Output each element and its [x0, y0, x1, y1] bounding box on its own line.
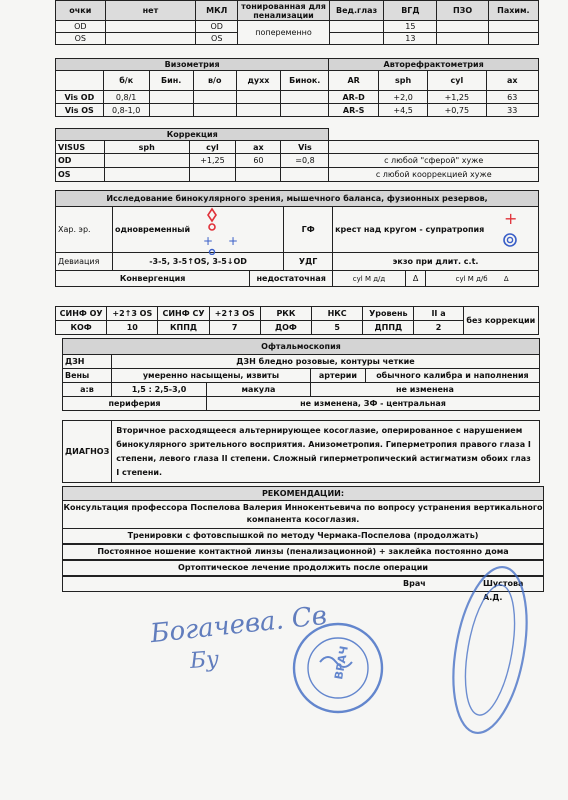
- doctor-name: Шустова А.Д.: [483, 579, 524, 602]
- row-iop: 13: [384, 33, 437, 45]
- red-diamond-icon: [208, 209, 216, 221]
- visometry-header: духх: [236, 71, 281, 91]
- top-table: [55, 0, 539, 45]
- ar-cyl: +0,75: [428, 104, 486, 117]
- handwritten-signature-initials: Бу: [189, 647, 220, 674]
- correction-ax: 60: [236, 154, 281, 168]
- macula-label: макула: [207, 383, 311, 397]
- av-label: а:в: [63, 383, 112, 397]
- fusion-cell: +2↑3 OS: [107, 307, 158, 321]
- diagnosis-text: Вторичное расходящееся альтернирующее косоглазие, оперированное с нарушением бинокулярного зрительного восприятия. Анизометропия. Гиперметропия правого глаза I степени, левого глаза II степени. Сложный гиперметропический астигматизм обоих глаз I степени.: [112, 421, 540, 483]
- macula-value: не изменена: [310, 383, 539, 397]
- blue-target-icon: [504, 234, 516, 246]
- header-glasses: очки: [56, 1, 106, 21]
- periphery-label: периферия: [63, 397, 207, 411]
- vis-label: Vis OD: [56, 91, 104, 104]
- char-label: Хар. эр.: [56, 207, 113, 253]
- row-iop: 15: [384, 21, 437, 33]
- ar-sph: +4,5: [379, 104, 428, 117]
- blue-circle-icon: [210, 250, 215, 255]
- correction-vis: =0,8: [281, 154, 329, 168]
- recommendation-item: Постоянное ношение контактной линзы (пенализационной) + заклейка постоянно дома: [62, 544, 544, 560]
- fusion-cell: ДППД: [363, 321, 414, 335]
- binocular-title: Исследование бинокулярного зрения, мышечного баланса, фузионных резервов,: [56, 191, 539, 207]
- fusion-cell: КОФ: [56, 321, 107, 335]
- worth-test-marks-right: [498, 210, 528, 254]
- visometry-header: Бинок.: [281, 71, 329, 91]
- visometry-table: [55, 58, 539, 117]
- vis-value: 0,8/1: [103, 91, 149, 104]
- recommendation-item: Тренировки с фотовспышкой по методу Чермака-Поспелова (продолжать): [62, 528, 544, 544]
- no-correction: без коррекции: [463, 307, 538, 335]
- veins-value: умеренно насыщены, извиты: [112, 369, 311, 383]
- autoref-header: sph: [379, 71, 428, 91]
- ar-cyl: +1,25: [428, 91, 486, 104]
- diagnosis-label: ДИАГНОЗ: [63, 421, 112, 483]
- fusion-cell: ДОФ: [260, 321, 311, 335]
- arteries-label: артерии: [310, 369, 365, 383]
- correction-eye: OS: [56, 168, 105, 182]
- header-dominant-eye: Вед.глаз: [329, 1, 383, 21]
- arteries-value: обычного калибра и наполнения: [365, 369, 539, 383]
- cyl-md-label: cyl M д/д: [333, 271, 406, 287]
- dzn-label: ДЗН: [63, 355, 112, 369]
- correction-header: ax: [236, 141, 281, 154]
- row-eye: OD: [56, 21, 106, 33]
- autoref-header: cyl: [428, 71, 486, 91]
- ar-ax: 63: [486, 91, 539, 104]
- row-mkl: OD: [196, 21, 238, 33]
- stamp-doctor-shustova: [440, 560, 540, 740]
- binocular-table: [55, 190, 539, 287]
- visometry-header: Бин.: [149, 71, 193, 91]
- char-value: одновременный: [115, 225, 191, 234]
- correction-note: с любой кооррекцией хуже: [329, 168, 539, 182]
- udg-value: экзо при длит. c.t.: [333, 253, 539, 271]
- cyl-md6-label: cyl M д/б: [455, 274, 488, 283]
- red-cross-icon: +: [504, 210, 518, 228]
- ar-label: AR-D: [329, 91, 379, 104]
- av-value: 1,5 : 2,5-3,0: [112, 383, 207, 397]
- recommendations-title: РЕКОМЕНДАЦИИ:: [62, 486, 544, 502]
- convergence-value: недостаточная: [250, 271, 333, 287]
- recommendation-item: Консультация профессора Поспелова Валерия Иннокентьевича по вопросу устранения вертикального компанента косоглазия.: [62, 500, 544, 529]
- ophthalmoscopy-table: [62, 338, 540, 411]
- vis-value: 0,8-1,0: [103, 104, 149, 117]
- correction-header: Vis: [281, 141, 329, 154]
- fusion-cell: СИНФ ОУ: [56, 307, 107, 321]
- fusion-cell: НКС: [312, 307, 363, 321]
- fusion-cell: +2↑3 OS: [209, 307, 260, 321]
- header-iop: ВГД: [384, 1, 437, 21]
- gf-value: крест над кругом - супратропия: [335, 225, 485, 234]
- red-circle-icon: [209, 224, 215, 230]
- fusion-cell: II а: [414, 307, 463, 321]
- dzn-value: ДЗН бледно розовые, контуры четкие: [112, 355, 540, 369]
- fusion-table: [55, 306, 539, 335]
- correction-cyl: +1,25: [189, 154, 236, 168]
- ophthalmoscopy-title: Офтальмоскопия: [63, 339, 540, 355]
- header-axial-length: ПЗО: [437, 1, 488, 21]
- ar-ax: 33: [486, 104, 539, 117]
- diagnosis-table: [62, 420, 540, 483]
- recommendation-item: Ортоптическое лечение продолжить после операции: [62, 560, 544, 576]
- veins-label: Вены: [63, 369, 112, 383]
- visometry-header: б/к: [103, 71, 149, 91]
- autoref-title: Авторефрактометрия: [329, 59, 539, 71]
- doctor-label: Врач: [403, 579, 426, 588]
- row-tint: попеременно: [238, 21, 330, 45]
- correction-table: [55, 128, 539, 182]
- fusion-cell: СИНФ СУ: [158, 307, 209, 321]
- header-pachymetry: Пахим.: [488, 1, 538, 21]
- correction-eye: OD: [56, 154, 105, 168]
- correction-header: VISUS: [56, 141, 105, 154]
- visometry-header: в/о: [193, 71, 236, 91]
- correction-title: Коррекция: [56, 129, 329, 141]
- autoref-header: ax: [486, 71, 539, 91]
- fusion-cell: РКК: [260, 307, 311, 321]
- fusion-cell: 5: [312, 321, 363, 335]
- convergence-label: Конвергенция: [56, 271, 250, 287]
- autoref-header: AR: [329, 71, 379, 91]
- fusion-cell: КППД: [158, 321, 209, 335]
- fusion-cell: Уровень: [363, 307, 414, 321]
- delta-label: Δ: [405, 271, 425, 287]
- stamp-center: ВРАЧ: [332, 644, 351, 681]
- blue-plus-icon: +: [228, 234, 239, 248]
- fusion-cell: 2: [414, 321, 463, 335]
- delta-label-2: Δ: [503, 274, 509, 283]
- header-tint: тонированная для пенализации: [238, 1, 330, 21]
- periphery-value: не изменена, ЗФ - центральная: [207, 397, 540, 411]
- deviation-label: Девиация: [56, 253, 113, 271]
- udg-label: УДГ: [284, 253, 333, 271]
- ar-label: AR-S: [329, 104, 379, 117]
- header-none: нет: [105, 1, 196, 21]
- correction-header: cyl: [189, 141, 236, 154]
- row-mkl: OS: [196, 33, 238, 45]
- deviation-value: -3-5, 3-5↑OS, 3-5↓OD: [113, 253, 284, 271]
- gf-label: ГФ: [284, 207, 333, 253]
- ar-sph: +2,0: [379, 91, 428, 104]
- correction-header: sph: [104, 141, 189, 154]
- row-eye: OS: [56, 33, 106, 45]
- header-mkl: МКЛ: [196, 1, 238, 21]
- blue-plus-icon: +: [203, 234, 214, 248]
- stamp-doctor-bogacheva: [292, 622, 384, 714]
- handwritten-signature-name: Богачева. Св: [148, 600, 329, 650]
- correction-note: с любой "сферой" хуже: [329, 154, 539, 168]
- fusion-cell: 7: [209, 321, 260, 335]
- visometry-title: Визометрия: [56, 59, 329, 71]
- fusion-cell: 10: [107, 321, 158, 335]
- vis-label: Vis OS: [56, 104, 104, 117]
- worth-test-marks-left: [200, 205, 260, 255]
